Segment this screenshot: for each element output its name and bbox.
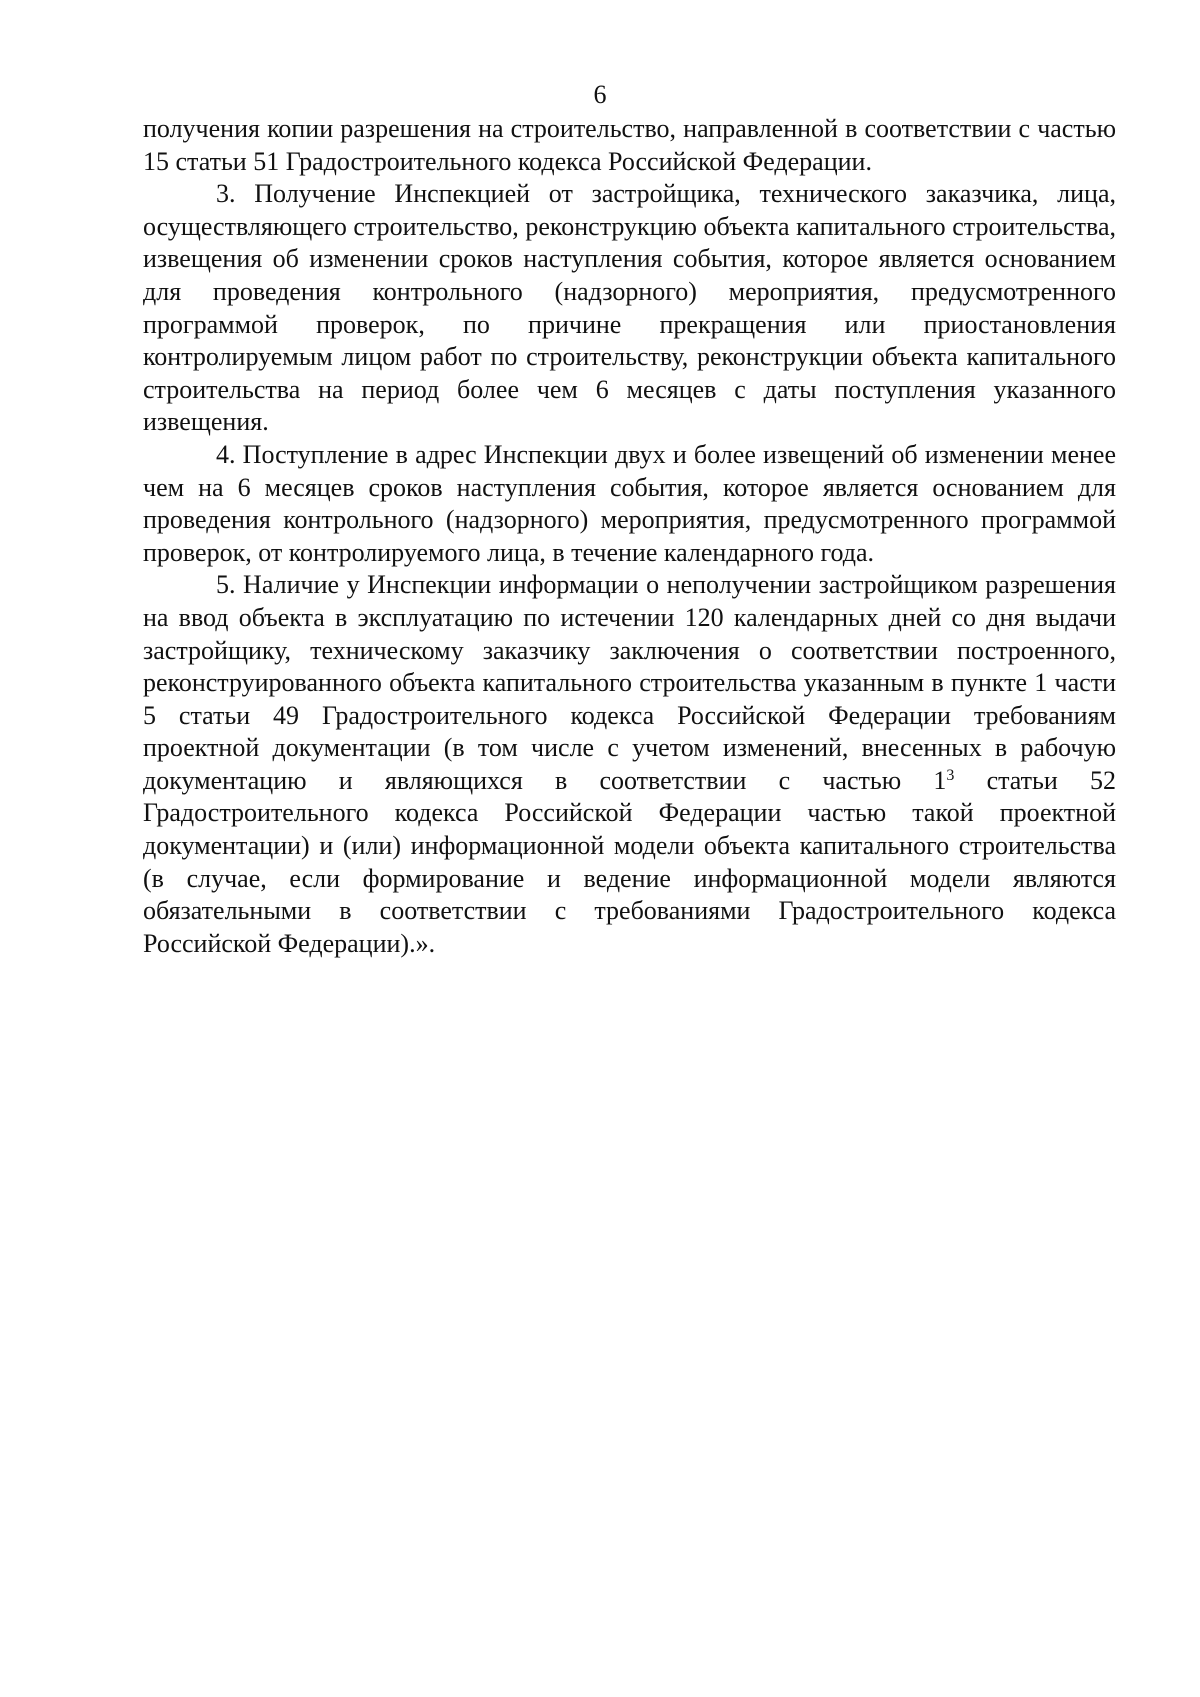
paragraph-item-5-text-end: статьи 52 Градостроительного кодекса Российской Федерации частью такой проектной документации) и (или) информационной модели объекта капитального строительства (в случае, если формирование и ведение информационной модели являются обязательными в соответствии с требованиями Градостроительного кодекса Российской Федерации).». bbox=[143, 765, 1116, 958]
paragraph-item-4: 4. Поступление в адрес Инспекции двух и более извещений об изменении менее чем на 6 месяцев сроков наступления события, которое является основанием для проведения контрольного (надзорного) мероприятия, предусмотренного программой проверок, от контролируемого лица, в течение календарного года. bbox=[143, 439, 1116, 567]
paragraph-continuation: получения копии разрешения на строительство, направленной в соответствии с частью 15 статьи 51 Градостроительного кодекса Российской Федерации. bbox=[143, 114, 1116, 176]
paragraph-item-5 bbox=[143, 569, 1116, 960]
document-body bbox=[143, 113, 1116, 960]
paragraph-item-3: 3. Получение Инспекцией от застройщика, технического заказчика, лица, осуществляющего строительство, реконструкцию объекта капитального строительства, извещения об изменении сроков наступления события, которое является основанием для проведения контрольного (надзорного) мероприятия, предусмотренного программой проверок, по причине прекращения или приостановления контролируемым лицом работ по строительству, реконструкции объекта капитального строительства на период более чем 6 месяцев с даты поступления указанного извещения. bbox=[143, 179, 1116, 437]
superscript-index: 3 bbox=[946, 766, 955, 784]
paragraph-item-5-text-start: 5. Наличие у Инспекции информации о неполучении застройщиком разрешения на ввод объекта в эксплуатацию по истечении 120 календарных дней со дня выдачи застройщику, техническому заказчику заключения о соответствии построенного, реконструированного объекта капитального строительства указанным в пункте 1 части 5 статьи 49 Градостроительного кодекса Российской Федерации требованиям проектной документации (в том числе с учетом изменений, внесенных в рабочую документацию и являющихся в соответствии с частью 1 bbox=[143, 570, 1116, 795]
page-number: 6 bbox=[593, 80, 607, 109]
